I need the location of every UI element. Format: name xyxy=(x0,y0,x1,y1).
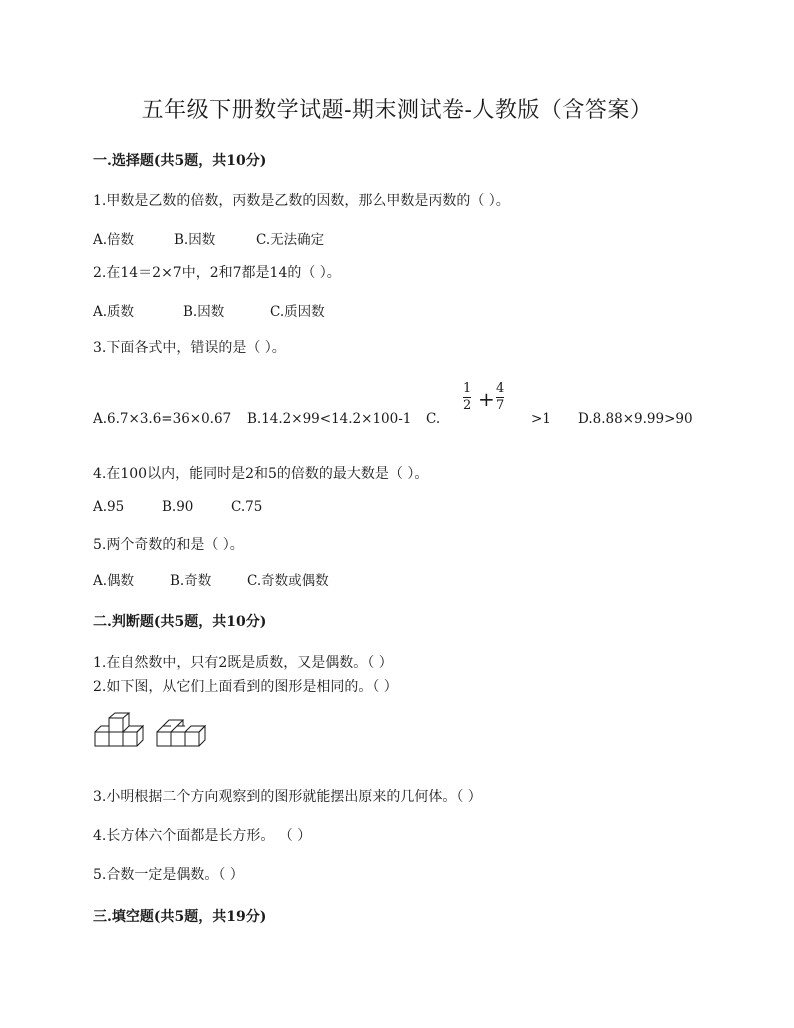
page-title: 五年级下册数学试题-期末测试卷-人教版（含答案） xyxy=(141,98,653,123)
option-1-3-c-tail: >1 xyxy=(531,411,551,427)
option-1-3-d: D.8.88×9.99>90 xyxy=(578,411,693,427)
option-1-2-c: C.质因数 xyxy=(270,304,325,320)
section-heading-judgement: 二.判断题(共5题，共10分) xyxy=(93,614,267,630)
option-1-5-c: C.奇数或偶数 xyxy=(247,573,329,589)
fraction-numerator: 1 xyxy=(463,381,472,396)
option-1-2-a: A.质数 xyxy=(93,304,135,320)
option-1-4-a: A.95 xyxy=(93,499,125,515)
option-1-3-b: B.14.2×99<14.2×100-1 xyxy=(247,411,412,427)
cube-figure-left xyxy=(95,713,143,746)
plus-sign: + xyxy=(478,387,495,411)
option-1-2-b: B.因数 xyxy=(183,304,225,320)
option-1-5-a: A.偶数 xyxy=(93,573,135,589)
fraction-one-half xyxy=(463,382,471,413)
question-2-2: 2.如下图，从它们上面看到的图形是相同的。（ ） xyxy=(93,679,398,695)
cube-figures-image xyxy=(93,712,218,752)
question-2-3: 3.小明根据二个方向观察到的图形就能摆出原来的几何体。（ ） xyxy=(93,789,482,805)
option-1-3-c: C. xyxy=(426,411,441,427)
fraction-four-sevenths xyxy=(496,382,504,413)
question-1-1: 1.甲数是乙数的倍数，丙数是乙数的因数，那么甲数是丙数的（ ）。 xyxy=(93,193,510,209)
option-1-3-a: A.6.7×3.6=36×0.67 xyxy=(93,411,232,427)
question-2-4: 4.长方体六个面都是长方形。 （ ） xyxy=(93,828,312,844)
section-heading-fill-blank: 三.填空题(共5题，共19分) xyxy=(93,909,267,925)
question-1-2: 2.在14＝2×7中，2和7都是14的（ ）。 xyxy=(93,265,341,281)
section-heading-choice: 一.选择题(共5题，共10分) xyxy=(93,153,267,169)
question-2-1: 1.在自然数中，只有2既是质数，又是偶数。（ ） xyxy=(93,655,393,671)
option-1-4-b: B.90 xyxy=(162,499,194,515)
question-1-5: 5.两个奇数的和是（ ）。 xyxy=(93,537,244,553)
option-1-1-c: C.无法确定 xyxy=(256,232,325,248)
fraction-denominator: 7 xyxy=(496,398,505,413)
question-1-3: 3.下面各式中，错误的是（ ）。 xyxy=(93,340,286,356)
option-1-4-c: C.75 xyxy=(231,499,263,515)
cube-figure-right xyxy=(157,720,205,746)
question-1-4: 4.在100以内，能同时是2和5的倍数的最大数是（ ）。 xyxy=(93,466,429,482)
fraction-denominator: 2 xyxy=(463,398,472,413)
option-1-5-b: B.奇数 xyxy=(170,573,212,589)
question-2-5: 5.合数一定是偶数。（ ） xyxy=(93,867,244,883)
option-1-1-a: A.倍数 xyxy=(93,232,135,248)
fraction-numerator: 4 xyxy=(496,381,505,396)
option-1-1-b: B.因数 xyxy=(174,232,216,248)
